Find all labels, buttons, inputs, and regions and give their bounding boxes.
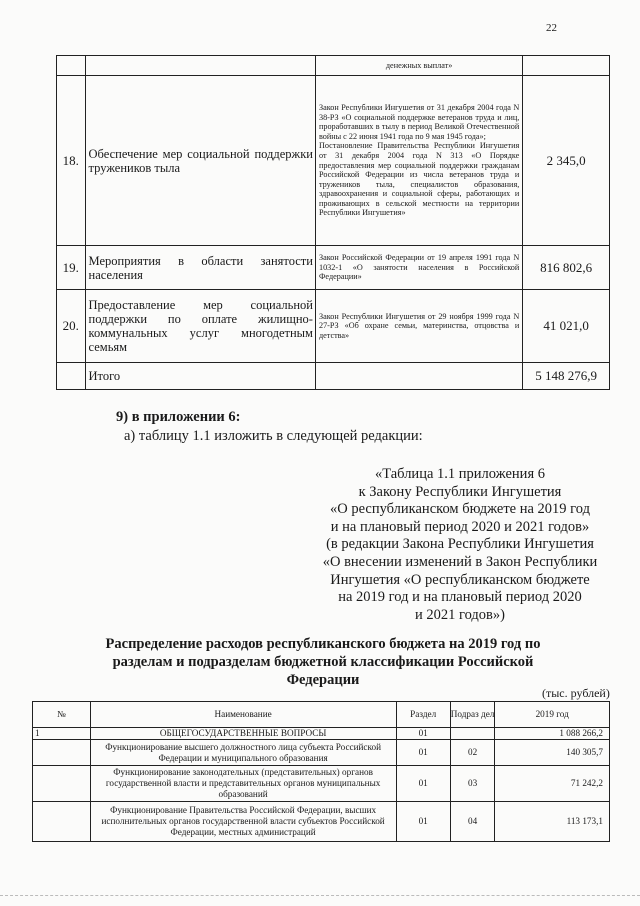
quote-line: «О внесении изменений в Закон Республики xyxy=(322,553,598,570)
row-subsection: 03 xyxy=(450,766,495,802)
measures-table xyxy=(56,55,610,390)
row-amount: 140 305,7 xyxy=(495,740,610,766)
measure-name: Мероприятия в области занятости населения xyxy=(85,246,315,290)
row-number xyxy=(33,766,91,802)
law-line: Закон Республики Ингушетия от 31 декабря 2004 года N 38-РЗ «О социальной поддержке ветеранов труда и лиц, проработавших в тылу в период Великой Отечественной войны с 22 июня 1941 года по 9 мая 1945 года»; xyxy=(318,102,520,141)
table-row xyxy=(33,802,610,842)
row-number xyxy=(33,802,91,842)
row-name: ОБЩЕГОСУДАРСТВЕННЫЕ ВОПРОСЫ xyxy=(90,728,396,740)
col-header: № xyxy=(33,702,91,728)
row-section: 01 xyxy=(396,802,450,842)
row-amount: 113 173,1 xyxy=(495,802,610,842)
total-sum: 5 148 276,9 xyxy=(523,363,610,390)
measure-name: Обеспечение мер социальной поддержки тружеников тыла xyxy=(85,76,315,246)
row-name: Функционирование Правительства Российской Федерации, высших исполнительных органов государственной власти субъектов Российской Федерации, местных администраций xyxy=(90,802,396,842)
row-name: Функционирование законодательных (представительных) органов государственной власти и представительных органов муниципальных образований xyxy=(90,766,396,802)
row-number xyxy=(33,740,91,766)
col-header: Раздел xyxy=(396,702,450,728)
row-section: 01 xyxy=(396,740,450,766)
table-row xyxy=(33,740,610,766)
row-number: 20. xyxy=(57,290,86,363)
row-section: 01 xyxy=(396,728,450,740)
budget-distribution-table xyxy=(32,701,610,842)
law-cell: Закон Республики Ингушетия от 29 ноября 1999 года N 27-РЗ «Об охране семьи, материнства, отцовства и детства» xyxy=(315,290,522,363)
section-title xyxy=(90,635,556,689)
measure-name: Предоставление мер социальной поддержки по оплате жилищно-коммунальных услуг многодетным семьям xyxy=(85,290,315,363)
sum-cell: 816 802,6 xyxy=(523,246,610,290)
table-row xyxy=(57,246,610,290)
row-subsection: 04 xyxy=(450,802,495,842)
title-line: Федерации xyxy=(286,672,360,688)
law-line: Постановление Правительства Республики Ингушетия от 31 декабря 2004 года N 313 «О Порядке предоставления мер социальной поддержки гражданам Российской Федерации из числа ветеранов труда и тружеников тыла, специалистов образования, здравоохранения и социальной сферы, работающих и проживающих в сельской местности на территории Республики Ингушетия» xyxy=(318,141,520,218)
quote-line: «Таблица 1.1 приложения 6 xyxy=(375,466,545,482)
law-cell: Закон Российской Федерации от 19 апреля 1991 года N 1032-1 «О занятости населения в Российской Федерации» xyxy=(315,246,522,290)
quote-line: Ингушетия «О республиканском бюджете xyxy=(330,571,590,588)
row-name: Функционирование высшего должностного лица субъекта Российской Федерации и муниципального образования xyxy=(90,740,396,766)
col-header: Подраз дел xyxy=(450,702,495,728)
row-subsection xyxy=(450,728,495,740)
quote-line: на 2019 год и на плановый период 2020 xyxy=(338,589,582,606)
header-row xyxy=(33,702,610,728)
table-row xyxy=(57,56,610,76)
col-header: 2019 год xyxy=(495,702,610,728)
title-line: Распределение расходов республиканского бюджета на 2019 год по xyxy=(105,636,541,652)
amendment-heading: 9) в приложении 6: xyxy=(116,409,241,425)
row-amount: 1 088 266,2 xyxy=(495,728,610,740)
quote-line: к Закону Республики Ингушетия xyxy=(358,483,562,500)
row-amount: 71 242,2 xyxy=(495,766,610,802)
scan-edge xyxy=(0,895,640,906)
quote-line: и на плановый период 2020 и 2021 годов» xyxy=(330,518,590,535)
quote-line: (в редакции Закона Республики Ингушетия xyxy=(326,536,594,553)
sum-cell: 2 345,0 xyxy=(523,76,610,246)
quote-line: «О республиканском бюджете на 2019 год xyxy=(330,501,590,518)
amendment-item: а) таблицу 1.1 изложить в следующей редакции: xyxy=(124,428,423,444)
law-cell: денежных выплат» xyxy=(315,56,522,76)
page-number: 22 xyxy=(546,22,557,34)
table-row xyxy=(33,766,610,802)
col-header: Наименование xyxy=(90,702,396,728)
units-label: (тыс. рублей) xyxy=(542,686,610,700)
title-line: разделам и подразделам бюджетной классификации Российской xyxy=(112,654,534,670)
row-section: 01 xyxy=(396,766,450,802)
row-number: 1 xyxy=(33,728,91,740)
sum-cell: 41 021,0 xyxy=(523,290,610,363)
table-caption-quote xyxy=(300,466,620,624)
total-label: Итого xyxy=(85,363,315,390)
row-number: 19. xyxy=(57,246,86,290)
row-subsection: 02 xyxy=(450,740,495,766)
table-row xyxy=(33,728,610,740)
law-cell xyxy=(315,76,522,246)
table-row xyxy=(57,290,610,363)
table-row xyxy=(57,76,610,246)
row-number: 18. xyxy=(57,76,86,246)
total-row xyxy=(57,363,610,390)
quote-line: и 2021 годов») xyxy=(415,606,505,623)
